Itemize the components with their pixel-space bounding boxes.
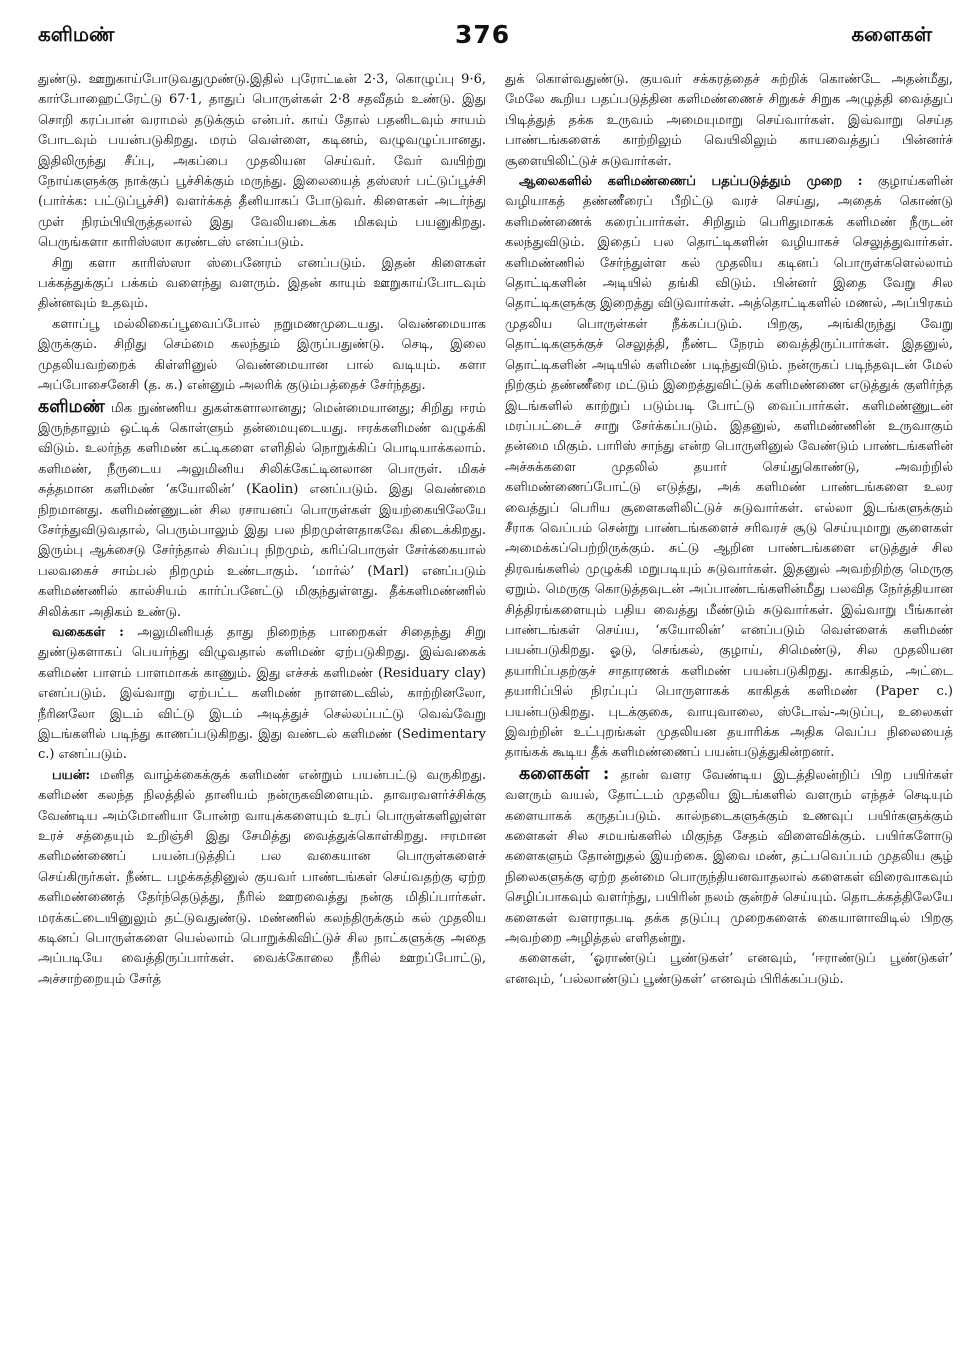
left-column <box>38 70 486 990</box>
payan-text: மனித வாழ்க்கைக்குக் களிமண் என்றும் பயன்பட்டு வருகிறது. களிமண் கலந்த நிலத்தில் தானியம் நன்ருகவிளையும். தாவரவளர்ச்சிக்கு வேண்டிய அம்மோனியா போன்ற வாயுக்களையும் உரப் பொருள்களிலுள்ள உரச் சத்தையும் உறிஞ்சி இது சேமித்து வைத்துக்கொள்கிறது. ஈரமான களிமண்ணைப் பயன்படுத்திப் பல வகையான பொருள்களைச் செய்கிருர்கள். நீண்ட பழக்கத்தினுல் குயவர் பாண்டங்கள் செய்வதற்கு ஏற்ற களிமண்ணைத் தேர்ந்தெடுத்து, நீரில் ஊறவைத்து நன்கு மிதிப்பார்கள். மரக்கட்டையினுலும் தட்டுவதுண்டு. மண்ணில் கலந்திருக்கும் கல் முதலிய கடினப் பொருள்களை யெல்லாம் பொறுக்கிவிட்டுச் சில நாட்களுக்கு அதை அப்படியே வைத்திருப்பார்கள். வைக்கோலை நீரில் ஊறப்போட்டு, அச்சாற்றையும் சேர்த் <box>38 767 486 987</box>
kalimann-headword: களிமண் <box>38 396 105 417</box>
payan-paragraph <box>38 766 486 990</box>
factory-process-lead: ஆலைகளில் களிமண்ணைப் பதப்படுத்தும் முறை : <box>519 174 863 190</box>
potter-paragraph: துக் கொள்வதுண்டு. குயவர் சக்கரத்தைச் சுற்றிக் கொண்டே அதன்மீது, மேலே கூறிய பதப்படுத்தின களிமண்ணைச் சிறுகச் சிறுக அழுத்தி வைத்துப் பிடித்துத் தக்க உருவம் அமையுமாறு செய்வார்கள். இவ்வாறு செய்த பாண்டங்களைக் காற்றிலும் வெயிலிலும் காயவைத்துப் பின்னர்ச் சூளையிலிட்டுச் சுடுவார்கள். <box>505 72 953 169</box>
page-number: 376 <box>455 20 511 49</box>
kalaigal-headword: களைகள் : <box>519 763 610 784</box>
siru-kala-paragraph: சிறு களா காரிஸ்ஸா ஸ்பைனேரம் எனப்படும். இதன் கிளைகள் பக்கத்துக்குப் பக்கம் வளைந்து வளரும். இதன் காயும் ஊறுகாய்போடவும் தின்னவும் உதவும். <box>38 255 486 312</box>
kalaigal-entry <box>505 764 953 950</box>
kala-entry-continued: துண்டு. ஊறுகாய்போடுவதுமுண்டு.இதில் புரோட்டீன் 2·3, கொழுப்பு 9·6, கார்போஹைட்ரேட்டு 67·1, தாதுப் பொருள்கள் 2·8 சதவீதம் உண்டு. இது சொறி கரப்பான் வராமல் தடுக்கும் என்பர். காய் தோல் பதனிடவும் சாயம் போடவும் பயன்படுகிறது. மரம் வெள்ளை, கடினம், வழுவழுப்பானது. இதிலிருந்து சீப்பு, அகப்பை முதலியன செய்வர். வேர் வயிற்று நோய்களுக்கு நாக்குப் பூச்சிக்கும் மருந்து. இலையைத் தஸ்ஸர் பட்டுப்பூச்சி (பார்க்க: பட்டுப்பூச்சி) வளர்க்கத் தீனியாகப் போடுவர். கிளைகள் அடர்ந்து முள் நிரம்பியிருத்தலால் இது வேலியடைக்க மிகவும் பயனுகிறது. பெருங்களா காரிஸ்ஸா கரண்டஸ் எனப்படும். <box>38 72 486 251</box>
kalimann-definition: மிக நுண்ணிய துகள்களாலானது; மென்மையானது; சிறிது ஈரம் இருந்தாலும் ஒட்டிக் கொள்ளும் தன்மையுடையது. ஈரக்களிமண் வழுக்கி விடும். உலர்ந்த களிமண் கட்டிகளை எளிதில் நொறுக்கிப் பொடியாக்கலாம். களிமண், நீருடைய அலுமினிய சிலிக்கேட்டினலான பொருள். மிகச் சுத்தமான களிமண் ‘கயோலின்’ (Kaolin) எனப்படும். இது வெண்மை நிறமானது. களிமண்ணுடன் சில ரசாயனப் பொருள்கள் இயற்கையிலேயே சேர்ந்துவிடுவதால், பெரும்பாலும் இது பல நிறமுள்ளதாகவே கிடைக்கிறது. இரும்பு ஆக்சைடு சேர்ந்தால் சிவப்பு நிறமும், கரிப்பொருள் சேர்க்கையால் பலவகைச் சாம்பல் நிறமும் உண்டாகும். ‘மார்ல்’ (Marl) எனப்படும் களிமண்ணில் கால்சியம் கார்ப்பனேட்டு மிகுந்துள்ளது. தீக்களிமண்ணில் சிலிக்கா அதிகம் உண்டு. <box>38 400 486 620</box>
vagaigal-text: அலுமினியத் தாது நிறைந்த பாறைகள் சிதைந்து சிறு துண்டுகளாகப் பெயர்ந்து விழுவதால் களிமண் ஏற்படுகிறது. இவ்வகைக் களிமண் பாளம் பாளமாகக் காணும். இது எச்சக் களிமண் (Residuary clay) எனப்படும். இவ்வாறு ஏற்பட்ட களிமண் நாளடைவில், காற்றினலோ, நீரினலோ இடம் விட்டு இடம் அடித்துச் செல்லப்பட்டு வெவ்வேறு இடங்களில் படிந்து காணப்படுகிறது. இது வண்டல் களிமண் (Sedimentary c.) எனப்படும். <box>38 624 486 763</box>
kalaigal-classification: களைகள், ‘ஓராண்டுப் பூண்டுகள்’ எனவும், ‘ஈராண்டுப் பூண்டுகள்’ எனவும், ‘பல்லாண்டுப் பூண்டுகள்’ எனவும் பிரிக்கப்படும். <box>505 951 953 987</box>
factory-process-text: குழாய்களின் வழியாகத் தண்ணீரைப் பீறிட்டு வரச் செய்து, அதைக் கொண்டு களிமண்ணைக் கரைப்பார்கள். சிறிதும் பெரிதுமாகக் களிமண் நீருடன் கலந்துவிடும். இதைப் பல தொட்டிகளின் வழியாகச் செலுத்துவார்கள். களிமண்ணில் சேர்ந்துள்ள கல் முதலிய கடினப் பொருள்களெல்லாம் தொட்டிகளின் அடியில் தங்கி விடும். பின்னர் இதை வேறு சில தொட்டிகளுக்கு இறைத்து விடுவார்கள். அத்தொட்டிகளில் மணல், அப்பிரகம் முதலிய பொருள்கள் நீக்கப்படும். பிறகு, அங்கிருந்து வேறு தொட்டிகளுக்குச் செலுத்தி, நீண்ட நேரம் வைத்திருப்பார்கள். இதனுல், தொட்டிகளின் அடியில் களிமண் படிந்துவிடும். நன்ருகப் படிந்தவுடன் மேல் நிற்கும் தண்ணீரை மட்டும் இறைத்துவிட்டுக் களிமண்ணை எடுத்துக் குளிர்ந்த இடங்களில் காற்றுப் படும்படி போட்டு வைப்பார்கள். களிமண்ணுடன் மரப்பட்டைச் சாறு சேர்க்கப்படும். இதனுல், களிமண்ணின் உருவாகும் தன்மை மிகும். பாரிஸ் சாந்து என்ற பொருளினுல் வேண்டும் பாண்டங்களின் அச்சுக்களை முதலில் தயார் செய்துகொண்டு, அவற்றில் களிமண்ணைப்போட்டு எடுத்து, அக் களிமண் பாண்டங்களை உலர வைத்துப் பெரிய சூளைகளிலிட்டுச் சுடுவார்கள். எல்லா இடங்களுக்கும் சீராக வெப்பம் சென்று பாண்டங்களைச் சரிவரச் சூடு செய்யுமாறு சூளைகள் அமைக்கப்பெற்றிருக்கும். சுட்டு ஆறின பாண்டங்களை எடுத்துச் சில திரவங்களில் முழுக்கி மறுபடியும் சுடுவார்கள். இதனுல் அவற்றிற்கு மெருகு ஏறும். மெருகு கொடுத்தவுடன் அப்பாண்டங்களின்மீது பலவித நேர்த்தியான சித்திரங்களையும் பதிய வைத்து மீண்டும் சுடுவார்கள். இவ்வாறு பீங்கான் பாண்டங்கள் செய்ய, ‘கயோலின்’ எனப்படும் வெள்ளைக் களிமண் பயன்படுகிறது. ஓடு, செங்கல், குழாய், சிமெண்டு, சில முதலியன தயாரிப்பதற்குச் சாதாரணக் களிமண் பயன்படுகிறது. காகிதம், அட்டை தயாரிப்பில் நிரப்புப் பொருளாகக் காகிதக் களிமண் (Paper c.) பயன்படுகிறது. புடக்குகை, வாயுவாலை, ஸ்டோவ்-அடுப்பு, உலைகள் இவற்றின் உட்புறங்கள் முதலியன தயாரிக்க அதிக வெப்ப நிலையைத் தாங்கக் கூடிய தீக் களிமண்ணைப் பயன்படுத்துகின்றனர். <box>505 174 954 761</box>
kalaigal-definition: தான் வளர வேண்டிய இடத்திலன்றிப் பிற பயிர்கள் வளரும் வயல், தோட்டம் முதலிய இடங்களில் வளரும் எந்தச் செடியும் களையாகக் கருதப்படும். கால்நடைகளுக்கும் உணவுப் பயிர்களுக்கும் களைகள் சில சமயங்களில் மிகுந்த சேதம் விளைவிக்கும். பயிர்களோடு களைகளும் தோன்றுதல் இயற்கை. இவை மண், தட்பவெப்பம் முதலிய சூழ் நிலைகளுக்கு ஏற்ற தன்மை பொருந்தியனவாதலால் களைகள் விரைவாகவும் செழிப்பாகவும் வளர்ந்து, பயிரின் நலம் குன்றச் செய்யும். தொடக்கத்திலேயே களைகள் வளராதபடி தக்க தடுப்பு முறைகளைக் கையாளாவிடில் பிறகு அவற்றை அழித்தல் எளிதன்று. <box>505 767 953 947</box>
vagaigal-paragraph <box>38 623 486 766</box>
vagaigal-label: வகைகள் : <box>52 624 124 640</box>
payan-label: பயன்: <box>52 767 91 783</box>
kalimann-entry <box>38 397 486 623</box>
kalappoo-paragraph: களாப்பூ மல்லிகைப்பூவைப்போல் நறுமணமுடையது. வெண்மையாக இருக்கும். சிறிது செம்மை கலந்தும் இருப்பதுண்டு. செடி, இலை முதலியவற்றைக் கிள்ளினுல் வெண்மையான பால் வடியும். களா அப்போசைனேசி (த. க.) என்னும் அலரிக் குடும்பத்தைச் சேர்ந்தது. <box>38 316 486 394</box>
running-head-right: களைகள் <box>851 22 932 46</box>
right-column <box>505 70 953 990</box>
factory-process-paragraph <box>505 172 953 764</box>
running-head-left: களிமண் <box>38 22 115 46</box>
